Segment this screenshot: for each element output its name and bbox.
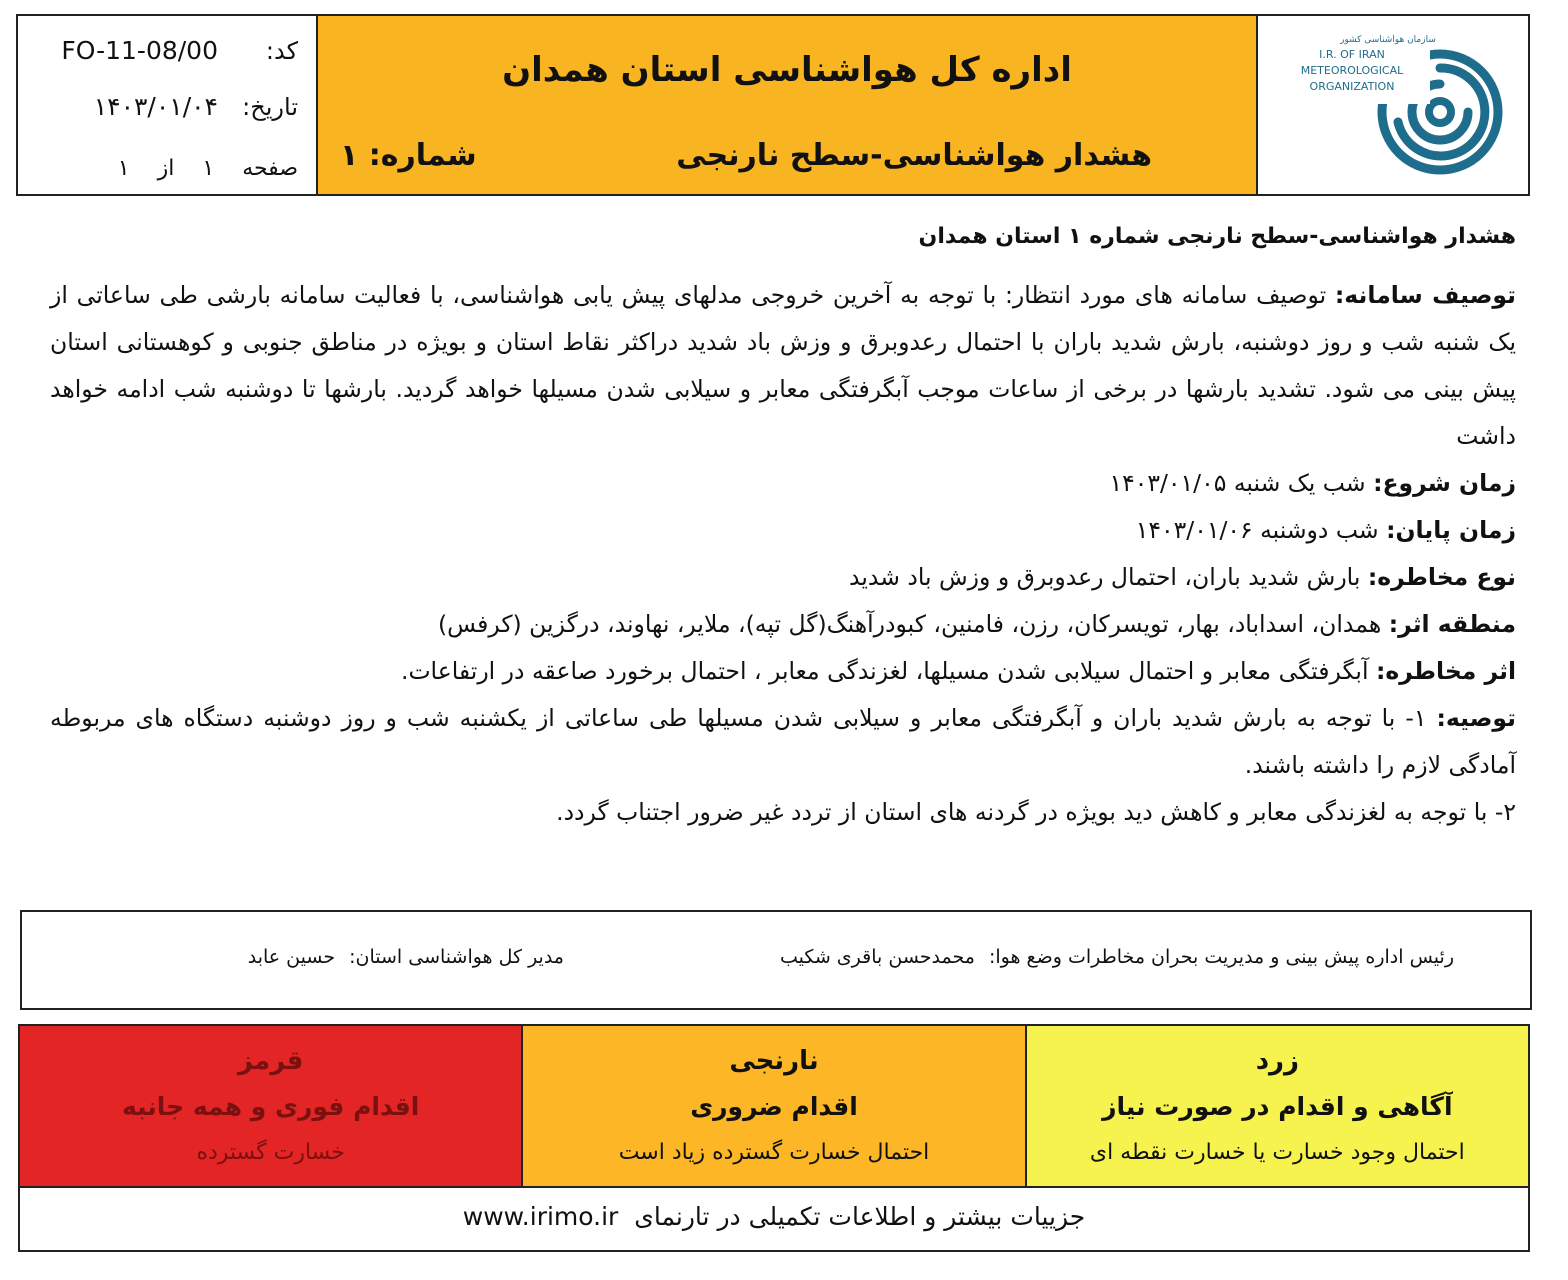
forecast-head-signature — [780, 946, 1454, 968]
document-heading: هشدار هواشناسی-سطح نارنجی شماره ۱ استان همدان — [918, 224, 1516, 249]
level-orange-desc: احتمال خسارت گسترده زیاد است — [618, 1140, 930, 1165]
level-orange-action: اقدام ضروری — [690, 1092, 858, 1121]
logo-en-line3: ORGANIZATION — [1309, 80, 1395, 93]
office-title: اداره کل هواشناسی استان همدان — [502, 50, 1072, 90]
level-yellow — [1027, 1026, 1528, 1186]
director-signature — [248, 946, 564, 968]
warning-levels-legend — [18, 1024, 1530, 1188]
forecast-head-name: محمدحسن باقری شکیب — [779, 946, 975, 968]
advice-1-text: ۱- با توجه به بارش شدید باران و آبگرفتگی معابر و سیلابی شدن مسیلها طی ساعاتی از یکشنبه شب و روز دوشنبه دستگاه های مربوطه آمادگی لازم را داشته باشند. — [50, 704, 1516, 779]
level-red — [20, 1026, 523, 1186]
end-time — [50, 507, 1516, 554]
end-label: زمان پایان: — [1386, 516, 1516, 544]
start-text: شب یک شنبه ۱۴۰۳/۰۱/۰۵ — [1109, 469, 1366, 497]
page-label: صفحه — [242, 156, 298, 181]
logo-en-line2: METEOROLOGICAL — [1300, 64, 1404, 77]
date-value: ۱۴۰۳/۰۱/۰۴ — [93, 92, 218, 121]
document-header — [16, 14, 1530, 196]
page-row — [118, 156, 298, 181]
warning-body — [50, 272, 1516, 836]
area-label: منطقه اثر: — [1388, 610, 1516, 638]
start-label: زمان شروع: — [1373, 469, 1516, 497]
date-row — [94, 92, 298, 121]
level-orange — [523, 1026, 1026, 1186]
code-value: FO-11-08/00 — [61, 36, 218, 65]
code-row — [61, 36, 298, 65]
start-time — [50, 460, 1516, 507]
logo-en-line1: I.R. OF IRAN — [1319, 48, 1385, 61]
system-label: توصیف سامانه: — [1334, 281, 1516, 309]
level-yellow-name: زرد — [1255, 1046, 1299, 1076]
forecast-head-title: رئیس اداره پیش بینی و مدیریت بحران مخاطرات وضع هوا: — [988, 946, 1454, 968]
level-orange-name: نارنجی — [729, 1046, 819, 1076]
level-red-action: اقدام فوری و همه جانبه — [121, 1092, 420, 1121]
hazard-effect — [50, 648, 1516, 695]
document-meta-box — [18, 16, 318, 194]
footer-note — [18, 1186, 1530, 1252]
logo-box — [1258, 16, 1528, 194]
header-banner — [318, 16, 1258, 194]
warning-level-title: هشدار هواشناسی-سطح نارنجی — [676, 138, 1152, 173]
system-text: توصیف سامانه های مورد انتظار: با توجه به آخرین خروجی مدلهای پیش یابی هواشناسی، با فعالیت سامانه بارشی طی ساعاتی از یک شنبه شب و روز دوشنبه، بارش شدید باران با احتمال رعدوبرق و وزش باد شدید دراکثر نقاط استان و بویژه در مناطق جنوبی و کوهستانی استان پیش بینی می شود. تشدید بارشها در برخی از ساعات موجب آبگرفتگی معابر و سیلابی شدن مسیلها خواهد گردید. بارشها تا دوشنبه شب ادامه خواهد داشت — [50, 281, 1516, 450]
signature-box — [20, 910, 1532, 1010]
affected-area — [50, 601, 1516, 648]
level-red-name: قرمز — [237, 1046, 304, 1076]
iran-meteorological-organization-logo-icon — [1272, 26, 1512, 186]
director-title: مدیر کل هواشناسی استان: — [349, 946, 564, 968]
end-text: شب دوشنبه ۱۴۰۳/۰۱/۰۶ — [1135, 516, 1379, 544]
page-number: ۱ — [202, 156, 215, 181]
advice-label: توصیه: — [1436, 704, 1516, 732]
page-of: از — [157, 156, 175, 181]
director-name: حسین عابد — [247, 946, 336, 968]
hazard-type — [50, 554, 1516, 601]
hazard-type-label: نوع مخاطره: — [1367, 563, 1516, 591]
advice-1 — [50, 695, 1516, 789]
code-label: کد: — [265, 36, 298, 65]
warning-number: شماره: ۱ — [340, 138, 477, 173]
page-total: ۱ — [117, 156, 130, 181]
effect-text: آبگرفتگی معابر و احتمال سیلابی شدن مسیلها، لغزندگی معابر ، احتمال برخورد صاعقه در ارتفاعات. — [400, 657, 1369, 685]
hazard-type-text: بارش شدید باران، احتمال رعدوبرق و وزش باد شدید — [848, 563, 1361, 591]
system-description — [50, 272, 1516, 460]
area-text: همدان، اسداباد، بهار، تویسرکان، رزن، فامنین، کبودرآهنگ(گل تپه)، ملایر، نهاوند، درگزین (کرفس) — [438, 610, 1382, 638]
date-label: تاریخ: — [242, 92, 298, 121]
level-yellow-desc: احتمال وجود خسارت یا خسارت نقطه ای — [1089, 1140, 1465, 1165]
level-red-desc: خسارت گسترده — [196, 1140, 345, 1165]
website-link[interactable]: www.irimo.ir — [462, 1202, 619, 1231]
footer-text: جزییات بیشتر و اطلاعات تکمیلی در تارنمای — [634, 1202, 1086, 1231]
advice-2: ۲- با توجه به لغزندگی معابر و کاهش دید بویژه در گردنه های استان از تردد غیر ضرور اجتناب گردد. — [556, 798, 1516, 826]
level-yellow-action: آگاهی و اقدام در صورت نیاز — [1102, 1092, 1453, 1121]
effect-label: اثر مخاطره: — [1375, 657, 1516, 685]
logo-fa-text: سازمان هواشناسی کشور — [1340, 35, 1436, 45]
